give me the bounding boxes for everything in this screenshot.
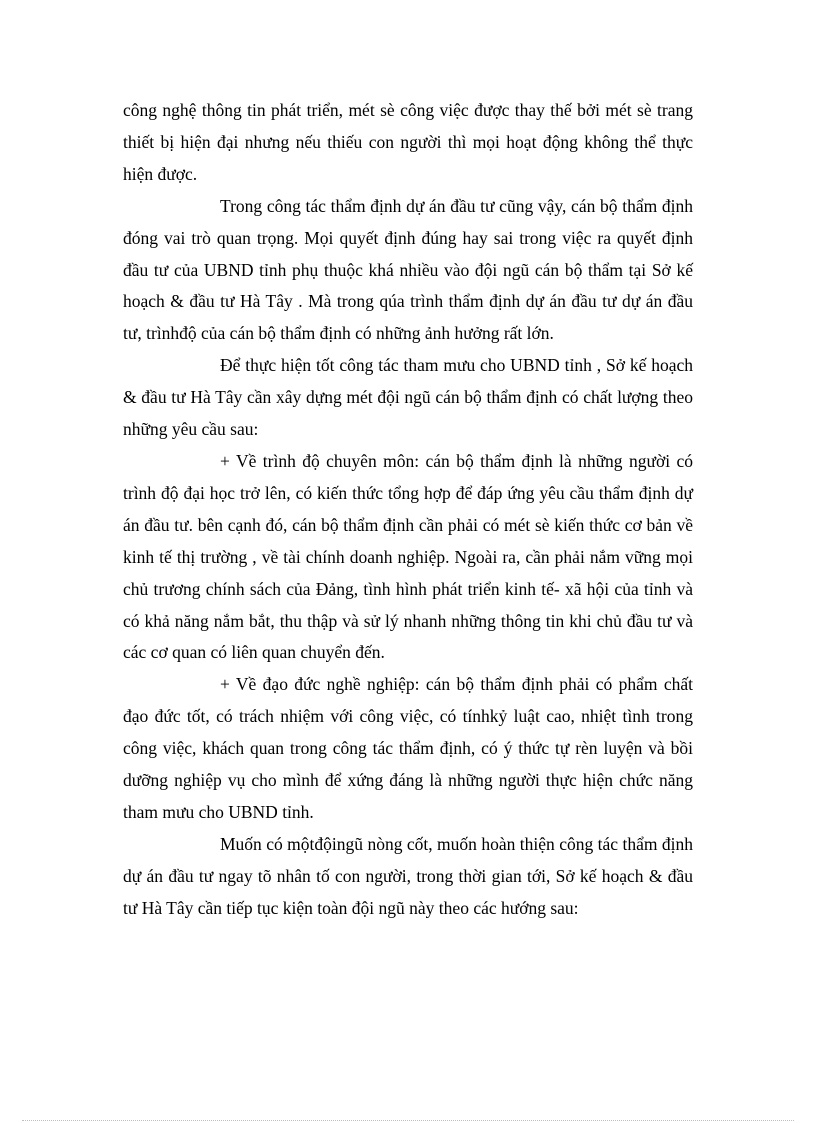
paragraph-requirements-intro: Để thực hiện tốt công tác tham mưu cho UBND tỉnh , Sở kế hoạch & đầu tư Hà Tây cần xây dựng mét đội ngũ cán bộ thẩm định có chất lượng theo những yêu cầu sau: [123,355,693,440]
paragraph-directions: Muốn có mộtđộingũ nòng cốt, muốn hoàn thiện công tác thẩm định dự án đầu tư ngay tõ nhân tố con người, trong thời gian tới, Sở kế hoạch & đầu tư Hà Tây cần tiếp tục kiện toàn đội ngũ này theo các hướng sau: [123,833,693,918]
paragraph-continued: công nghệ thông tin phát triển, mét sè công việc được thay thế bởi mét sè trang thiết bị hiện đại nhưng nếu thiếu con người thì mọi hoạt động không thể thực hiện được. [123,100,693,184]
body-text [123,95,693,925]
paragraph-professional-qualification: + Về trình độ chuyên môn: cán bộ thẩm định là những người có trình độ đại học trở lên, có kiến thức tổng hợp để đáp ứng yêu cầu thẩm định dự án đầu tư. bên cạnh đó, cán bộ thẩm định cần phải có mét sè kiến thức cơ bản về kinh tế thị trường , về tài chính doanh nghiệp. Ngoài ra, cần phải nắm vững mọi chủ trương chính sách của Đảng, tình hình phát triển kinh tế- xã hội của tỉnh và có khả năng nắm bắt, thu thập và sử lý nhanh những thông tin khi chủ đầu tư và các cơ quan có liên quan chuyển đến. [123,450,693,663]
paragraph-professional-ethics: + Về đạo đức nghề nghiệp: cán bộ thẩm định phải có phẩm chất đạo đức tốt, có trách nhiệm với công việc, có tínhkỷ luật cao, nhiệt tình trong công việc, khách quan trong công tác thẩm định, có ý thức tự rèn luyện và bồi dưỡng nghiệp vụ cho mình để xứng đáng là những người thực hiện chức năng tham mưu cho UBND tỉnh. [123,674,693,822]
paragraph-appraisal-role: Trong công tác thẩm định dự án đầu tư cũng vậy, cán bộ thẩm định đóng vai trò quan trọng. Mọi quyết định đúng hay sai trong việc ra quyết định đầu tư của UBND tỉnh phụ thuộc khá nhiều vào đội ngũ cán bộ thẩm tại Sở kế hoạch & đầu tư Hà Tây . Mà trong qúa trình thẩm định dự án đầu tư dự án đầu tư, trìnhđộ của cán bộ thẩm định có những ảnh hưởng rất lớn. [123,195,693,344]
page-bottom-divider [22,1120,794,1121]
